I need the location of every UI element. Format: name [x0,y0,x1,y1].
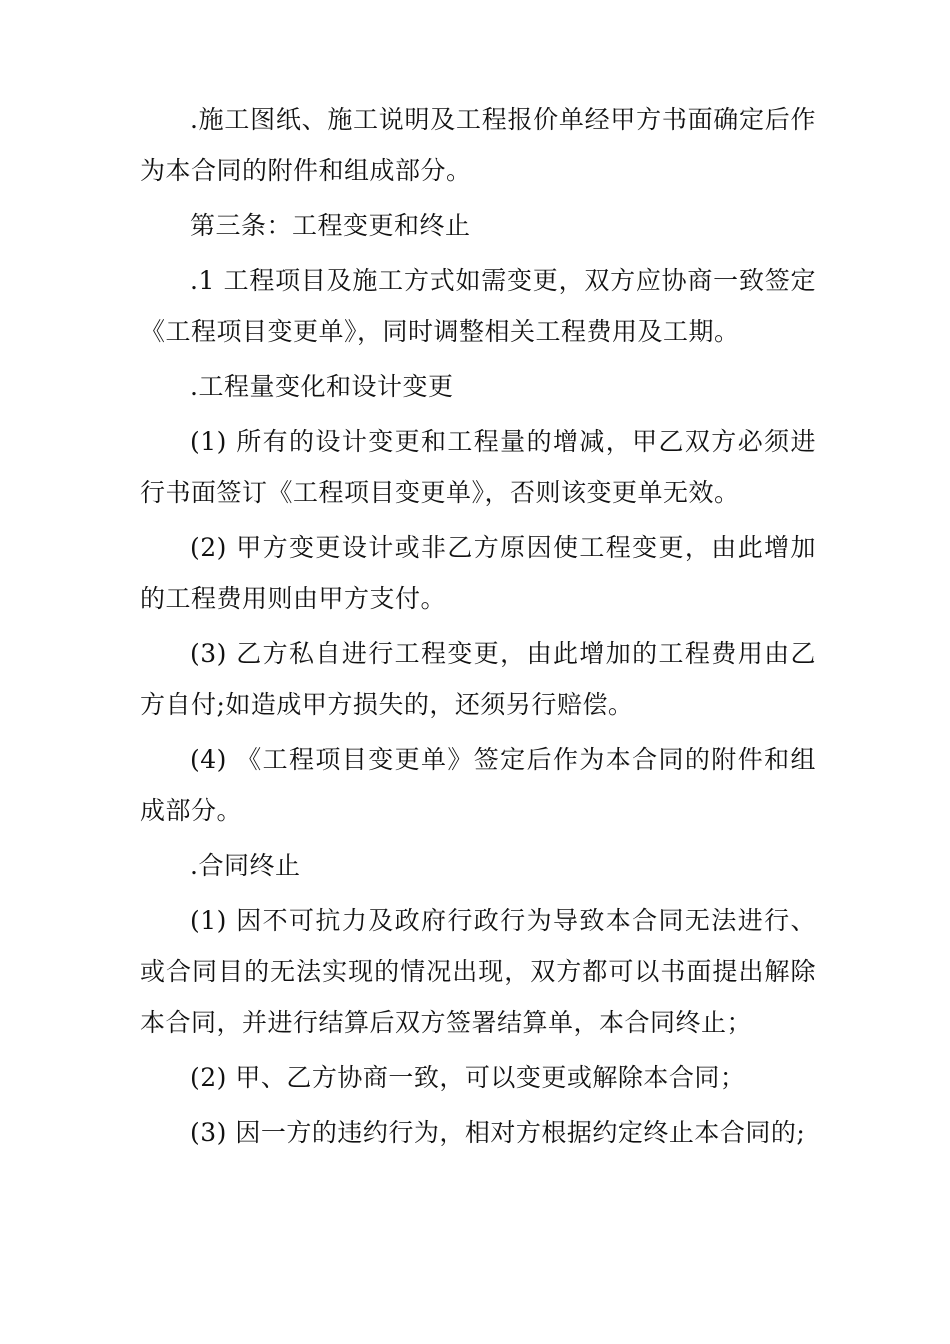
clause-change-3: (3) 乙方私自进行工程变更，由此增加的工程费用由乙方自付;如造成甲方损失的，还须另行赔偿。 [140,639,816,719]
clause-change-4: (4) 《工程项目变更单》签定后作为本合同的附件和组成部分。 [140,745,816,825]
paragraph-attachments: .施工图纸、施工说明及工程报价单经甲方书面确定后作为本合同的附件和组成部分。 [140,105,816,185]
clause-termination-2: (2) 甲、乙方协商一致，可以变更或解除本合同； [190,1063,746,1092]
clause-change-2: (2) 甲方变更设计或非乙方原因使工程变更，由此增加的工程费用则由甲方支付。 [140,533,816,613]
clause-change-1: (1) 所有的设计变更和工程量的增减，甲乙双方必须进行书面签订《工程项目变更单》，否则该变更单无效。 [140,427,816,507]
document-page [140,94,816,1162]
clause-termination-1: (1) 因不可抗力及政府行政行为导致本合同无法进行、或合同目的无法实现的情况出现，双方都可以书面提出解除本合同，并进行结算后双方签署结算单，本合同终止； [140,906,816,1037]
clause-termination-3: (3) 因一方的违约行为，相对方根据约定终止本合同的; [190,1118,806,1147]
paragraph-project-change: .1 工程项目及施工方式如需变更，双方应协商一致签定《工程项目变更单》，同时调整相关工程费用及工期。 [140,266,816,346]
section-contract-termination: .合同终止 [190,851,301,880]
article-three-heading: 第三条：工程变更和终止 [190,211,471,240]
section-quantity-design-change: .工程量变化和设计变更 [190,372,454,401]
